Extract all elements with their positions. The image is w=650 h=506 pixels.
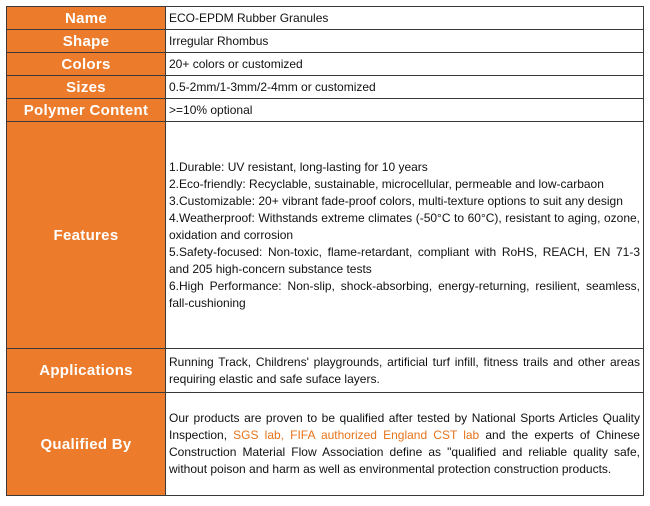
feature-item-2: 2.Eco-friendly: Recyclable, sustainable, microcellular, permeable and low-carbaon [169,176,604,191]
value-colors: 20+ colors or customized [166,53,644,76]
value-shape: Irregular Rhombus [166,30,644,53]
row-colors [7,53,644,76]
feature-item-3: 3.Customizable: 20+ vibrant fade-proof colors, multi-texture options to suit any design [169,193,623,208]
row-applications [7,349,644,393]
row-qualified-by [7,393,644,496]
feature-item-4: 4.Weatherproof: Withstands extreme climates (-50°C to 60°C), resistant to aging, ozone, oxidation and corrosion [169,210,640,242]
value-qualified-by [166,393,644,496]
label-polymer-content: Polymer Content [7,99,166,122]
feature-item-6: 6.High Performance: Non-slip, shock-absorbing, energy-returning, resilient, seamless, fall-cushioning [169,278,640,310]
label-colors: Colors [7,53,166,76]
label-sizes: Sizes [7,76,166,99]
qualified-labs-highlight: SGS lab, FIFA authorized England CST lab [233,428,480,442]
value-sizes: 0.5-2mm/1-3mm/2-4mm or customized [166,76,644,99]
label-qualified-by: Qualified By [7,393,166,496]
value-polymer-content: >=10% optional [166,99,644,122]
row-name [7,7,644,30]
label-shape: Shape [7,30,166,53]
label-features: Features [7,122,166,349]
row-sizes [7,76,644,99]
feature-item-1: 1.Durable: UV resistant, long-lasting for 10 years [169,159,428,174]
value-features [166,122,644,349]
qualified-text-after: and the experts of Chinese Construction Material Flow Association define as "qualified and reliable quality safe, without poison and harm as well as environmental protection construction products. [169,428,640,476]
label-applications: Applications [7,349,166,393]
spec-table [6,6,644,496]
feature-item-5: 5.Safety-focused: Non-toxic, flame-retardant, compliant with RoHS, REACH, EN 71-3 and 205 high-concern substance tests [169,244,640,276]
qualified-paragraph [169,410,640,478]
row-features [7,122,644,349]
row-polymer-content [7,99,644,122]
label-name: Name [7,7,166,30]
value-name: ECO-EPDM Rubber Granules [166,7,644,30]
value-applications: Running Track, Childrens' playgrounds, artificial turf infill, fitness trails and other areas requiring elastic and safe suface layers. [166,349,644,393]
row-shape [7,30,644,53]
qualified-text-before: Our products are proven to be qualified after tested by National Sports Articles Quality Inspection, [169,411,640,442]
